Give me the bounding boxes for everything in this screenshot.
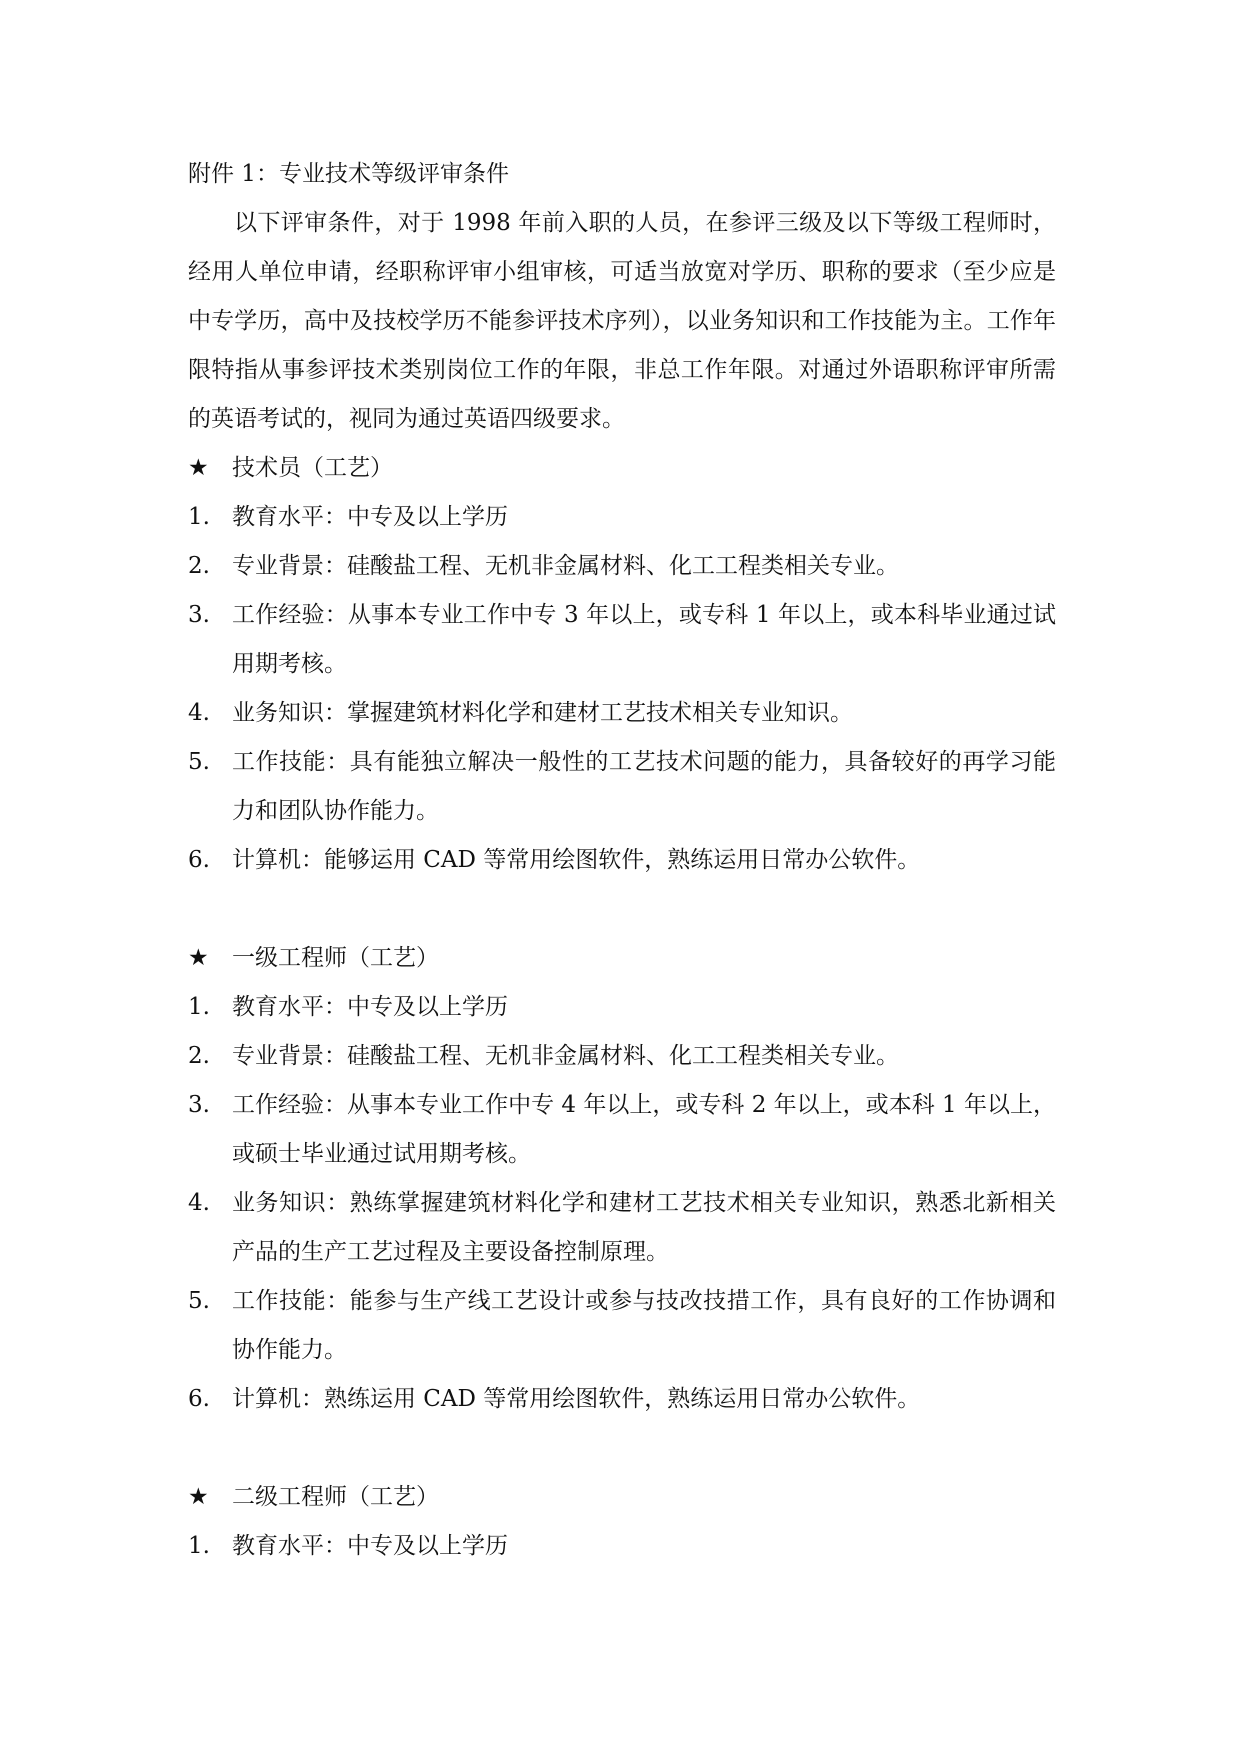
item-text: 工作经验：从事本专业工作中专 3 年以上，或专科 1 年以上，或本科毕业通过试用期考核。: [232, 602, 1056, 677]
list-item: [188, 689, 1056, 738]
item-text: 专业背景：硅酸盐工程、无机非金属材料、化工工程类相关专业。: [232, 553, 899, 579]
item-text: 业务知识：掌握建筑材料化学和建材工艺技术相关专业知识。: [232, 700, 853, 726]
item-text: 教育水平：中专及以上学历: [232, 1533, 508, 1559]
list-item: [188, 983, 1056, 1032]
list-item: [188, 1179, 1056, 1277]
section-title: 一级工程师（工艺）: [232, 945, 439, 971]
item-number: 5.: [188, 749, 210, 775]
item-text: 教育水平：中专及以上学历: [232, 994, 508, 1020]
star-icon: ★: [188, 1484, 209, 1510]
section-heading: [188, 444, 1056, 493]
section-title: 技术员（工艺）: [232, 455, 393, 481]
item-text: 专业背景：硅酸盐工程、无机非金属材料、化工工程类相关专业。: [232, 1043, 899, 1069]
list-item: [188, 493, 1056, 542]
item-text: 工作技能：能参与生产线工艺设计或参与技改技措工作，具有良好的工作协调和协作能力。: [232, 1288, 1056, 1363]
item-number: 6.: [188, 1386, 210, 1412]
list-item: [188, 1375, 1056, 1424]
list-item: [188, 1081, 1056, 1179]
item-number: 1.: [188, 1533, 210, 1559]
item-text: 工作技能：具有能独立解决一般性的工艺技术问题的能力，具备较好的再学习能力和团队协作能力。: [232, 749, 1056, 824]
item-number: 2.: [188, 1043, 210, 1069]
item-number: 3.: [188, 602, 210, 628]
item-number: 3.: [188, 1092, 210, 1118]
section-spacer: [188, 885, 1056, 934]
item-number: 5.: [188, 1288, 210, 1314]
item-text: 业务知识：熟练掌握建筑材料化学和建材工艺技术相关专业知识，熟悉北新相关产品的生产工艺过程及主要设备控制原理。: [232, 1190, 1056, 1265]
intro-paragraph: 以下评审条件，对于 1998 年前入职的人员，在参评三级及以下等级工程师时，经用人单位申请，经职称评审小组审核，可适当放宽对学历、职称的要求（至少应是中专学历，高中及技校学历不能参评技术序列），以业务知识和工作技能为主。工作年限特指从事参评技术类别岗位工作的年限，非总工作年限。对通过外语职称评审所需的英语考试的，视同为通过英语四级要求。: [188, 210, 1056, 432]
list-item: [188, 1277, 1056, 1375]
item-number: 1.: [188, 994, 210, 1020]
list-item: [188, 1032, 1056, 1081]
star-icon: ★: [188, 455, 209, 481]
list-item: [188, 542, 1056, 591]
item-text: 计算机：能够运用 CAD 等常用绘图软件，熟练运用日常办公软件。: [232, 847, 921, 873]
document-page: [188, 150, 1056, 1571]
item-number: 2.: [188, 553, 210, 579]
document-header: 附件 1：专业技术等级评审条件: [188, 161, 509, 187]
item-number: 4.: [188, 700, 210, 726]
item-number: 6.: [188, 847, 210, 873]
section-title: 二级工程师（工艺）: [232, 1484, 439, 1510]
item-text: 计算机：熟练运用 CAD 等常用绘图软件，熟练运用日常办公软件。: [232, 1386, 921, 1412]
list-item: [188, 591, 1056, 689]
list-item: [188, 1522, 1056, 1571]
section-heading: [188, 1473, 1056, 1522]
list-item: [188, 738, 1056, 836]
section-heading: [188, 934, 1056, 983]
item-text: 教育水平：中专及以上学历: [232, 504, 508, 530]
section-spacer: [188, 1424, 1056, 1473]
list-item: [188, 836, 1056, 885]
item-text: 工作经验：从事本专业工作中专 4 年以上，或专科 2 年以上，或本科 1 年以上，或硕士毕业通过试用期考核。: [232, 1092, 1056, 1167]
item-number: 4.: [188, 1190, 210, 1216]
item-number: 1.: [188, 504, 210, 530]
star-icon: ★: [188, 945, 209, 971]
